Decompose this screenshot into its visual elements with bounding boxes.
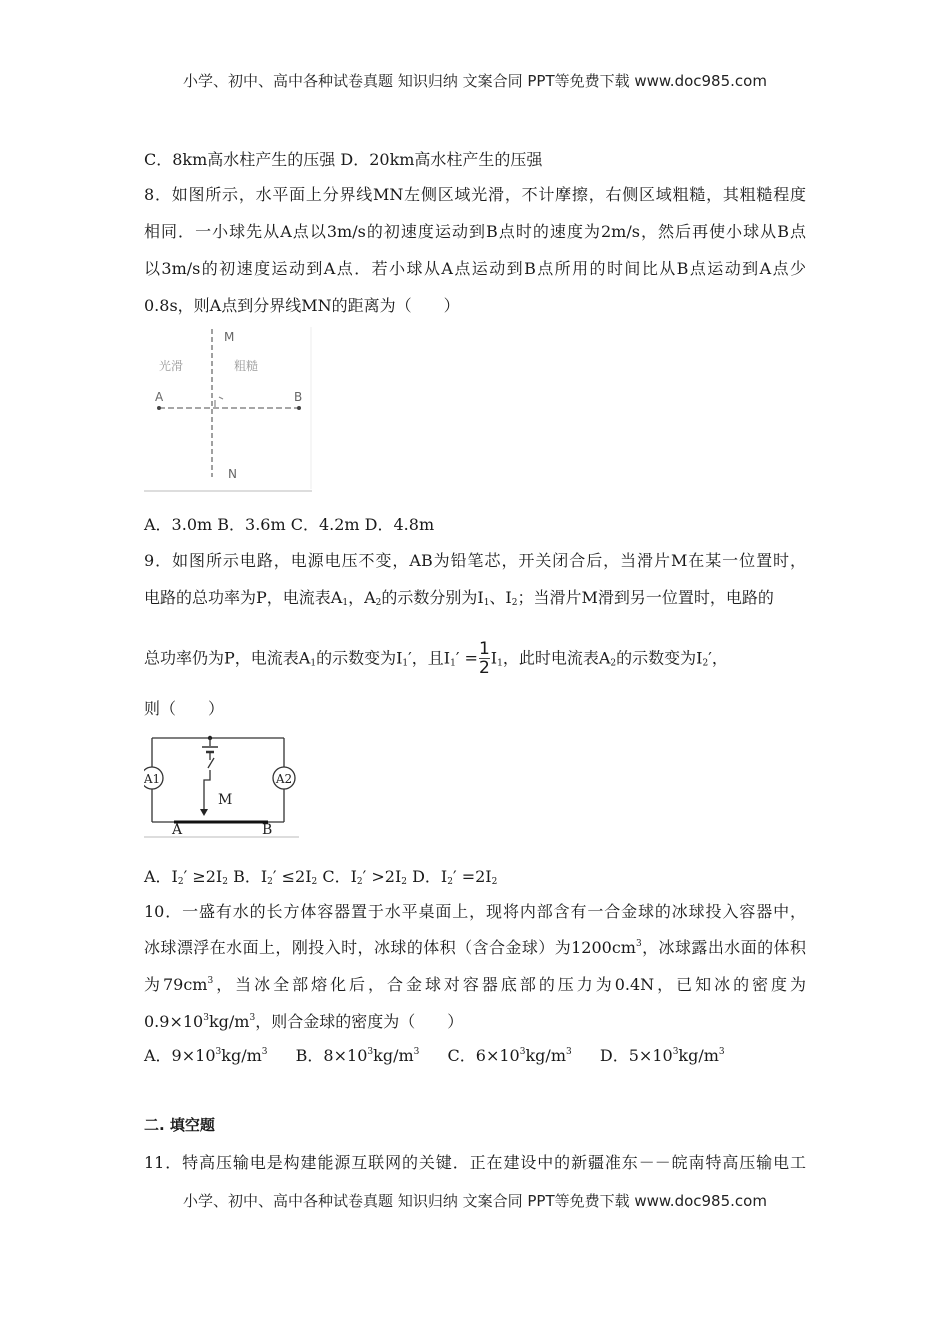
q8-line-1: 8．如图所示，水平面上分界线MN左侧区域光滑，不计摩擦，右侧区域粗糙，其粗糙程度 bbox=[144, 185, 806, 204]
slider-label: M bbox=[218, 792, 233, 808]
label-rough: 粗糙 bbox=[234, 359, 259, 373]
q8-line-4: 0.8s，则A点到分界线MN的距离为（ ） bbox=[144, 296, 460, 315]
section-fill-in-blank-title: 二. 填空题 bbox=[144, 1116, 215, 1134]
q10-line-2: 冰球漂浮在水面上，刚投入时，冰球的体积（含合金球）为$1200cm^3$，冰球露出水面的体积 bbox=[144, 938, 806, 957]
end-a-label: A bbox=[172, 822, 183, 838]
q9-line-2: 电路的总功率为P，电流表$A_1$，$A_2$的示数分别为$I_1$、$I_2$；当滑片M滑到另一位置时，电路的 bbox=[144, 588, 774, 608]
q9-options: A．$I_2' \ge 2I_2$ B．$I_2' \le 2I_2$ C．$I_2' >2I_2$ D．$I_2' =2I_2$ bbox=[144, 867, 498, 887]
q9-line-3: 总功率仍为P，电流表$A_1$的示数变为$I_1'$，且$I_1'$ = $\frac{1}{2}$ $I_1$，此时电流表$A_2$的示数变为$I_2'$， bbox=[144, 639, 728, 678]
page-header: 小学、初中、高中各种试卷真题 知识归纳 文案合同 PPT等免费下载 www.doc985.com bbox=[183, 72, 767, 90]
end-b-label: B bbox=[262, 822, 273, 838]
q8-figure bbox=[144, 327, 314, 493]
label-n: N bbox=[228, 467, 237, 481]
label-m: M bbox=[224, 330, 235, 344]
q8-line-3: 以3m/s的初速度运动到A点．若小球从A点运动到B点所用的时间比从B点运动到A点少 bbox=[144, 259, 806, 278]
page-footer: 小学、初中、高中各种试卷真题 知识归纳 文案合同 PPT等免费下载 www.doc985.com bbox=[183, 1192, 767, 1210]
ammeter-1-label: A1 bbox=[144, 772, 161, 786]
q9-line-1: 9．如图所示电路，电源电压不变，AB为铅笔芯，开关闭合后，当滑片M在某一位置时， bbox=[144, 551, 806, 570]
q7-options-cd: C．8km高水柱产生的压强 D．20km高水柱产生的压强 bbox=[144, 150, 543, 169]
fraction-one-half: $\frac{1}{2}$ bbox=[478, 639, 490, 678]
q10-line-4: $0.9\times 10^3kg/m^3$，则合金球的密度为（ ） bbox=[144, 1012, 464, 1031]
q8-options: A．3.0m B．3.6m C．4.2m D．4.8m bbox=[144, 515, 435, 534]
q9-line-4: 则（ ） bbox=[144, 699, 225, 718]
q9-circuit-figure bbox=[144, 730, 300, 838]
label-b: B bbox=[294, 390, 303, 404]
ammeter-2-label: A2 bbox=[275, 772, 293, 786]
q11-line-1: 11．特高压输电是构建能源互联网的关键．正在建设中的新疆准东－－皖南特高压输电工 bbox=[144, 1153, 806, 1172]
q8-line-2: 相同．一小球先从A点以3m/s的初速度运动到B点时的速度为2m/s，然后再使小球从B点 bbox=[144, 222, 806, 241]
q10-line-3: 为$79cm^3$，当冰全部熔化后，合金球对容器底部的压力为0.4N，已知冰的密度为 bbox=[144, 975, 806, 994]
q10-line-1: 10．一盛有水的长方体容器置于水平桌面上，现将内部含有一合金球的冰球投入容器中， bbox=[144, 902, 806, 921]
label-smooth: 光滑 bbox=[159, 359, 184, 373]
q10-options: A．$9\times 10^3kg/m^3$ B．$8\times 10^3kg/m^3$ C．$6\times 10^3kg/m^3$ D．$5\times 10^3kg/m^3$ bbox=[144, 1046, 725, 1065]
label-a: A bbox=[155, 390, 164, 404]
